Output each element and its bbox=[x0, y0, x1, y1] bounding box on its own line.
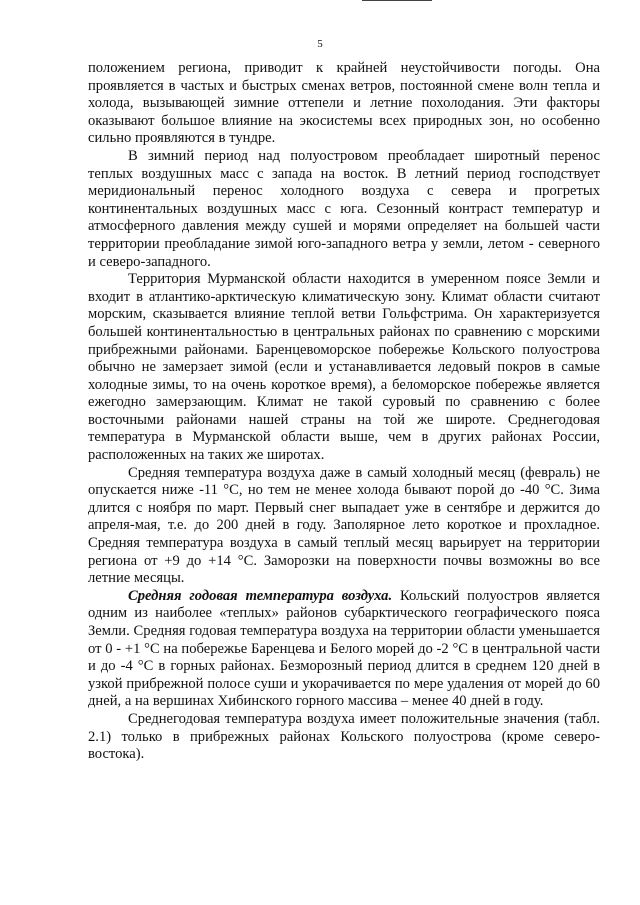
paragraph-5-text: Кольский полуостров является одним из наиболее «теплых» районов субарктического географического пояса Земли. Средняя годовая температура воздуха на территории области уменьшается от 0 - +1 °С на побережье Баренцева и Белого морей до -2 °С в центральной части и до -4 °С в горных районах. Безморозный период длится в среднем 120 дней в узкой прибрежной полосе суши и укорачивается по мере удаления от морей до 60 дней, а на вершинах Хибинского горного массива – менее 40 дней в году. bbox=[88, 587, 600, 710]
paragraph-4: Средняя температура воздуха даже в самый холодный месяц (февраль) не опускается ниже -11 °С, но тем не менее холода бывают порой до -40 °С. Зима длится с ноября по март. Первый снег выпадает уже в сентябре и держится до апреля-мая, т.е. до 200 дней в году. Заполярное лето короткое и прохладное. Средняя температура воздуха в самый теплый месяц варьирует на территории региона от +9 до +14 °С. Заморозки на поверхности почвы возможны во все летние месяцы. bbox=[88, 464, 600, 587]
top-rule bbox=[362, 0, 432, 1]
paragraph-5 bbox=[88, 588, 600, 711]
section-heading: Средняя годовая температура воздуха. bbox=[128, 587, 393, 604]
paragraph-6: Среднегодовая температура воздуха имеет положительные значения (табл. 2.1) только в прибрежных районах Кольского полуострова (кроме северо-востока). bbox=[88, 710, 600, 763]
paragraph-3: Территория Мурманской области находится в умеренном поясе Земли и входит в атлантико-арктическую климатическую зону. Климат области считают морским, сказывается влияние теплой ветви Гольфстрима. Он характеризуется большей континентальностью в центральных районах по сравнению с морскими прибрежными районами. Баренцевоморское побережье Кольского полуострова обычно не замерзает зимой (если и устанавливается ледовый покров в самые холодные зимы, то на очень короткое время), а беломорское побережье является ежегодно замерзающим. Климат не такой суровый по сравнению с более восточными районами нашей страны на той же широте. Среднегодовая температура в Мурманской области выше, чем в других районах России, расположенных на таких же широтах. bbox=[88, 271, 600, 464]
document-body bbox=[88, 60, 600, 764]
paragraph-1: положением региона, приводит к крайней неустойчивости погоды. Она проявляется в частых и быстрых сменах ветров, постоянной смене волн тепла и холода, вызывающей зимние оттепели и летние похолодания. Эти факторы оказывают большое влияние на экосистемы всех природных зон, но особенно сильно проявляются в тундре. bbox=[88, 60, 600, 147]
paragraph-2: В зимний период над полуостровом преобладает широтный перенос теплых воздушных масс с запада на восток. В летний период господствует меридиональный перенос холодного воздуха с севера и прогретых континентальных воздушных масс с юга. Сезонный контраст температур и атмосферного давления между сушей и морями определяет на большей части территории преобладание зимой юго-западного ветра у земли, летом - северного и северо-западного. bbox=[88, 147, 600, 270]
page-number: 5 bbox=[317, 38, 323, 50]
